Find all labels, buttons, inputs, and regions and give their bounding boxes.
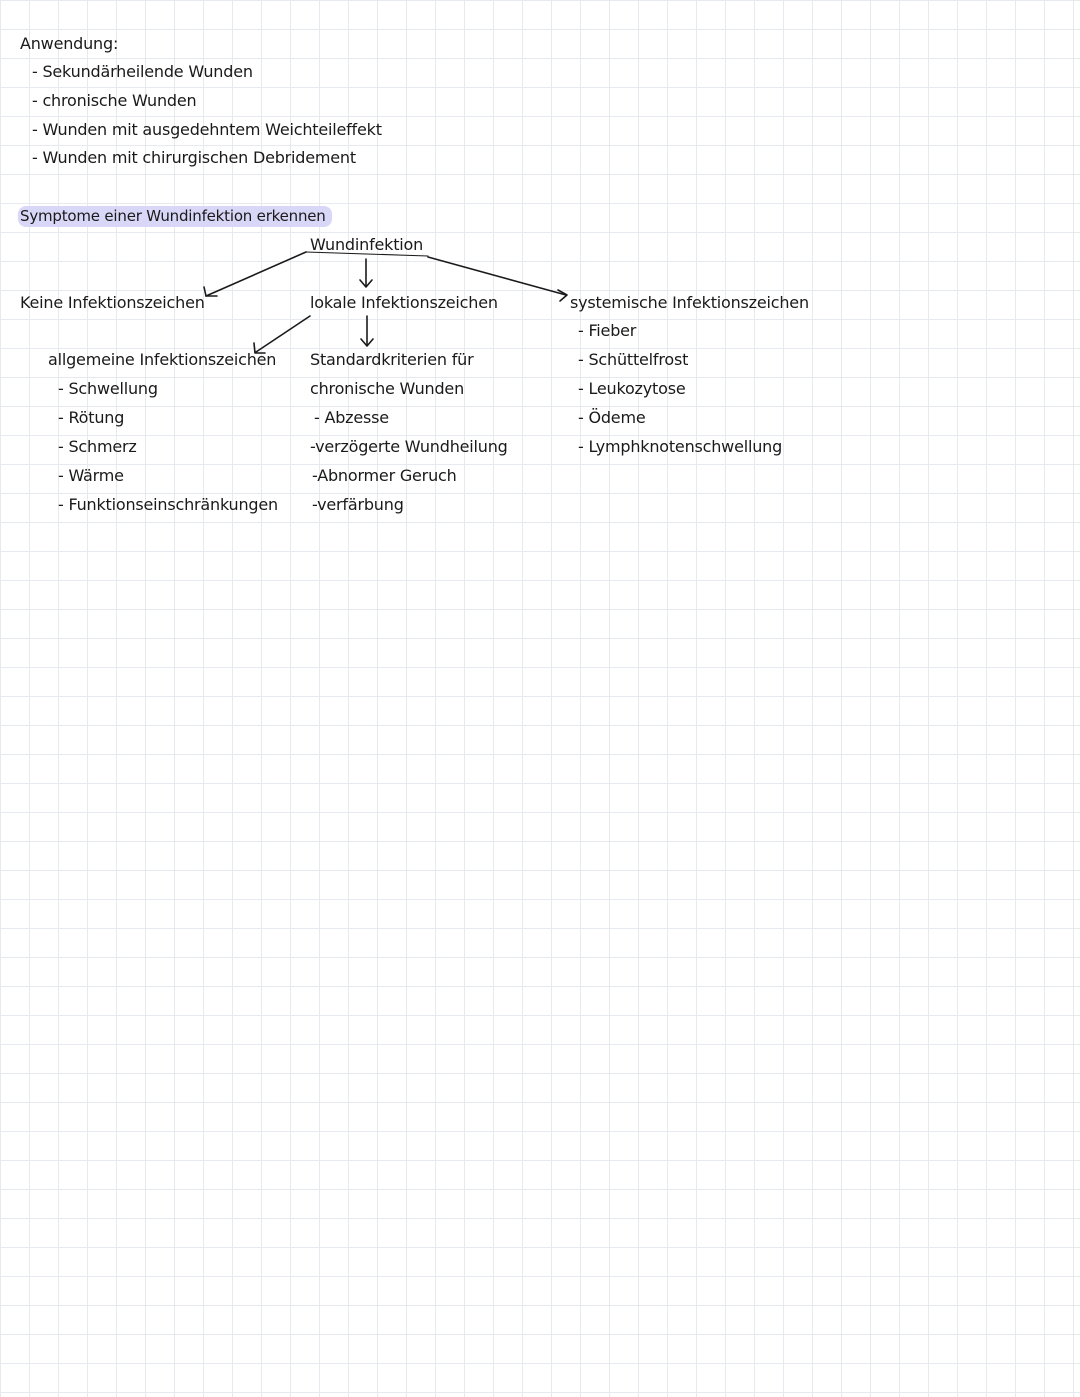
node-standard-criteria-line2: chronische Wunden <box>310 379 465 398</box>
standard-item: - Abzesse <box>314 408 389 427</box>
application-item: - Sekundärheilende Wunden <box>32 62 253 81</box>
general-item: - Rötung <box>58 408 125 427</box>
systemic-item: - Leukozytose <box>578 379 686 398</box>
systemic-item: - Schüttelfrost <box>578 350 689 369</box>
application-item: - Wunden mit chirurgischen Debridement <box>32 148 356 167</box>
tree-root-wundinfektion: Wundinfektion <box>310 235 424 254</box>
application-title: Anwendung: <box>20 34 119 53</box>
standard-item: -verfärbung <box>312 495 404 514</box>
general-item: - Wärme <box>58 466 124 485</box>
arrowhead-standard <box>361 339 373 346</box>
systemic-item: - Lymphknotenschwellung <box>578 437 783 456</box>
standard-item: -Abnormer Geruch <box>312 466 457 485</box>
symptoms-heading <box>18 206 332 226</box>
systemic-item: - Fieber <box>578 321 637 340</box>
node-standard-criteria: Standardkriterien für <box>310 350 474 369</box>
arrow-to-systemic-signs <box>428 257 566 295</box>
arrowhead-no-signs <box>204 287 217 296</box>
node-local-signs: lokale Infektionszeichen <box>310 293 498 312</box>
general-item: - Schmerz <box>58 437 137 456</box>
node-systemic-signs: systemische Infektionszeichen <box>570 293 809 312</box>
general-item: - Funktionseinschränkungen <box>58 495 278 514</box>
arrowhead-local-signs <box>360 280 372 287</box>
arrow-to-no-signs <box>206 252 306 296</box>
systemic-item: - Ödeme <box>578 408 646 427</box>
node-no-signs: Keine Infektionszeichen <box>20 293 205 312</box>
symptoms-heading-text: Symptome einer Wundinfektion erkennen <box>18 206 332 227</box>
application-item: - chronische Wunden <box>32 91 197 110</box>
arrowhead-systemic-signs <box>558 290 567 301</box>
arrow-to-general-signs <box>256 316 310 352</box>
application-item: - Wunden mit ausgedehntem Weichteileffekt <box>32 120 382 139</box>
general-item: - Schwellung <box>58 379 158 398</box>
node-general-signs: allgemeine Infektionszeichen <box>48 350 277 369</box>
standard-item: -verzögerte Wundheilung <box>310 437 508 456</box>
